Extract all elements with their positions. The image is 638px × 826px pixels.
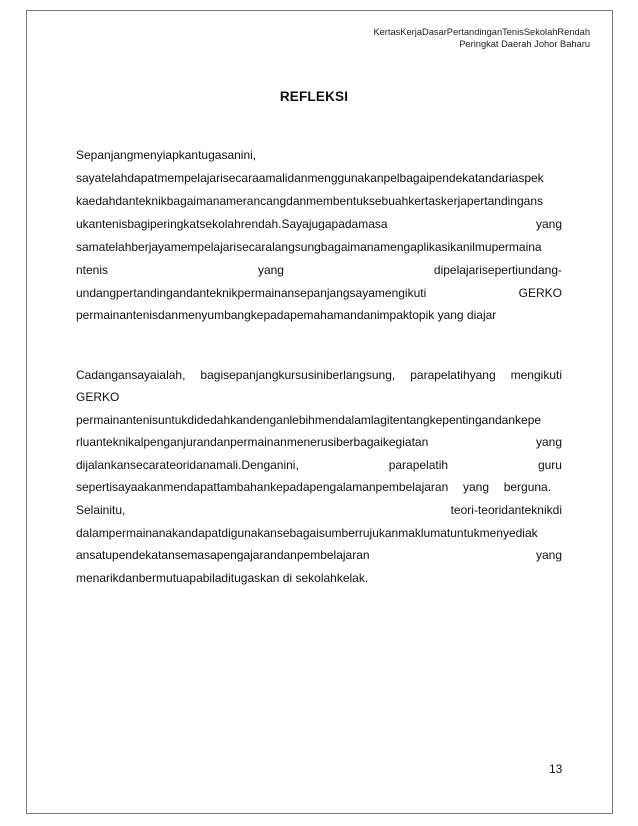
p2-line-9-a: ansatupendekatansemasapengajarandanpembelajaran <box>76 548 370 562</box>
p2-line-1-d: mengikuti <box>510 368 562 382</box>
p1-line-7-b: GERKO <box>518 286 562 300</box>
p2-line-4-b: yang <box>535 435 562 449</box>
p2-line-1-c: parapelatihyang <box>410 368 496 382</box>
p2-line-5 <box>76 458 562 472</box>
p2-line-8: dalampermainanakandapatdigunakansebagaisumberrujukanmaklumatuntukmenyediak <box>76 526 538 540</box>
p2-line-7 <box>76 503 562 517</box>
p2-line-6 <box>76 480 562 494</box>
p1-line-2: sayatelahdapatmempelajarisecaraamalidanmenggunakanpelbagaipendekatandariaspek <box>76 171 544 185</box>
page-border <box>26 10 613 814</box>
p2-line-4-a: rluanteknikalpenganjurandanpermainanmenerusiberbagaikegiatan <box>76 435 429 449</box>
p1-line-6 <box>76 263 562 277</box>
page-number: 13 <box>549 762 563 776</box>
page-title-text: REFLEKSI <box>279 89 349 104</box>
running-header <box>373 26 590 50</box>
p2-line-5-b: parapelatih <box>388 458 449 472</box>
p2-line-2: GERKO <box>76 390 120 404</box>
p2-line-7-b: teori-teoridanteknikdi <box>450 503 562 517</box>
p1-line-6-a: ntenis <box>76 263 109 277</box>
p2-line-5-c: guru <box>537 458 562 472</box>
p2-line-6-b: yang <box>462 480 489 494</box>
p1-line-5: samatelahberjayamempelajarisecaralangsungbagaimanamengaplikasikanilmupermaina <box>76 240 542 254</box>
p2-line-6-c: berguna. <box>503 480 552 494</box>
p1-line-8: permainantenisdanmenyumbangkepadapemahamandanimpaktopik yang diajar <box>76 308 497 322</box>
p2-line-9-b: yang <box>535 548 562 562</box>
p2-line-3: permainantenisuntukdidedahkandenganlebihmendalamlagitentangkepentingandankepe <box>76 413 542 427</box>
p2-line-4 <box>76 435 562 449</box>
p1-line-4-b: yang <box>535 217 562 231</box>
p1-line-7 <box>76 286 562 300</box>
p2-line-10: menarikdanbermutuapabiladitugaskan di sekolahkelak. <box>76 571 369 585</box>
page-title <box>0 89 638 104</box>
p1-line-1: Sepanjangmenyiapkantugasanini, <box>76 148 257 162</box>
p2-line-9 <box>76 548 562 562</box>
header-line-1: KertasKerjaDasarPertandinganTenisSekolahRendah <box>373 27 590 37</box>
p2-line-5-a: dijalankansecarateoridanamali.Denganini, <box>76 458 299 472</box>
p1-line-4-a: ukantenisbagiperingkatsekolahrendah.Sayajugapadamasa <box>76 217 388 231</box>
p2-line-7-a: Selainitu, <box>76 503 126 517</box>
p2-line-1-b: bagisepanjangkursusiniberlangsung, <box>200 368 396 382</box>
p2-line-1 <box>76 368 562 382</box>
p1-line-6-c: dipelajarisepertiundang- <box>433 263 562 277</box>
p2-line-6-a: sepertisayaakanmendapattambahankepadapengalamanpembelajaran <box>76 480 449 494</box>
header-line-2: Peringkat Daerah Johor Baharu <box>459 39 590 49</box>
p1-line-4 <box>76 217 562 231</box>
p1-line-7-a: undangpertandingandanteknikpermainansepanjangsayamengikuti <box>76 286 427 300</box>
p2-line-1-a: Cadangansayaialah, <box>76 368 186 382</box>
p1-line-6-b: yang <box>257 263 284 277</box>
p1-line-3: kaedahdanteknikbagaimanamerancangdanmembentuksebuahkertaskerjapertandingans <box>76 194 543 208</box>
